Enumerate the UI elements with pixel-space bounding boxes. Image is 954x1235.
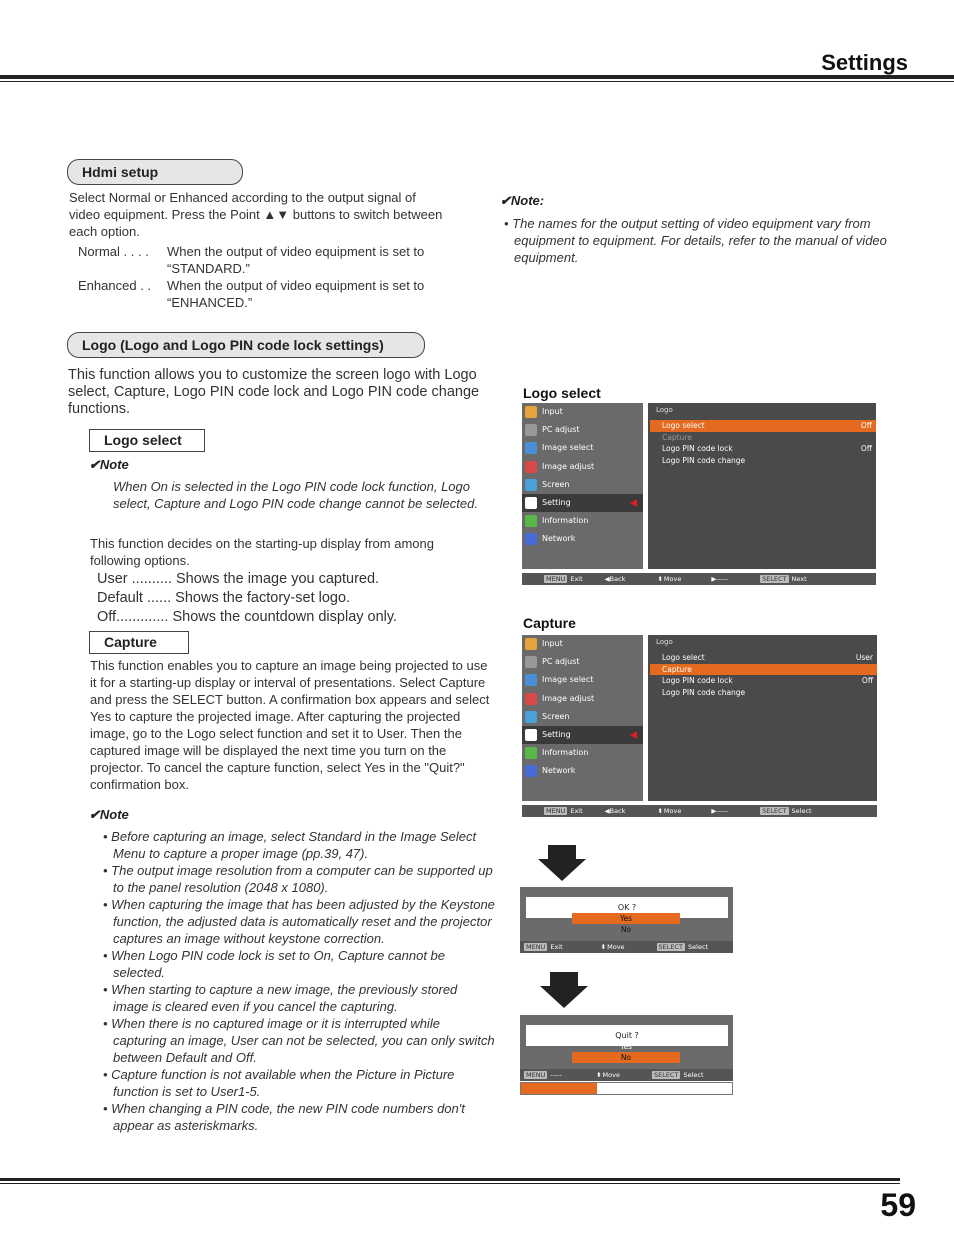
item-value: User [855, 653, 873, 662]
selected-arrow-icon [630, 499, 637, 507]
option-key: Enhanced . . [78, 278, 151, 293]
logo-heading: Logo (Logo and Logo PIN code lock settings) [67, 332, 425, 358]
item-label: Logo select [662, 653, 705, 662]
guide-exit: Exit [570, 575, 583, 583]
dialog-question: OK ? [526, 897, 728, 918]
guide-exit: Exit [550, 943, 563, 951]
submenu-title: Logo [656, 406, 673, 414]
logo-select-options [97, 570, 397, 627]
hdmi-note-heading: ✔Note: [500, 193, 545, 208]
submenu-title: Logo [656, 638, 673, 646]
guide-move: ⬍Move [657, 575, 682, 583]
hdmi-options [78, 243, 458, 311]
capture-menu-screenshot [522, 635, 877, 817]
menu-key: MENU [526, 943, 546, 951]
guide-move: ⬍Move [657, 807, 682, 815]
item-label: Logo PIN code change [662, 687, 746, 697]
menu-item-icon [525, 479, 537, 491]
menu-item-label: Network [542, 534, 576, 544]
guide-next: Next [791, 575, 807, 583]
main-menu [522, 403, 643, 569]
submenu-item-pin-change[interactable] [650, 687, 877, 699]
menu-item-label: Image select [542, 675, 594, 685]
menu-item-icon [525, 461, 537, 473]
menu-guide-bar [522, 573, 876, 585]
main-menu-item[interactable] [522, 403, 643, 421]
logo-select-body: This function decides on the starting-up display from among following options. [90, 536, 434, 568]
capture-notes [103, 828, 495, 1134]
hdmi-note-text: • The names for the output setting of video equipment vary from equipment to equipment. For details, refer to the manual of video equipment. [504, 216, 887, 265]
select-key: SELECT [653, 1071, 679, 1079]
option-key: Normal . . . . [78, 244, 149, 259]
dialog-question: Quit ? [526, 1025, 728, 1046]
menu-item-icon [525, 638, 537, 650]
menu-item-icon [525, 656, 537, 668]
menu-item-label: Network [542, 766, 576, 776]
menu-key: MENU [546, 807, 566, 815]
dialog-no-option[interactable]: No [620, 925, 632, 934]
menu-item-icon [525, 765, 537, 777]
dialog-guide-bar [520, 941, 733, 953]
logo-select-note-heading: ✔Note [89, 457, 129, 472]
menu-item-icon [525, 533, 537, 545]
main-menu [522, 635, 643, 801]
dialog-yes-option[interactable]: Yes [572, 913, 680, 924]
menu-item-icon [525, 729, 537, 741]
down-arrow-icon [538, 845, 586, 881]
guide-exit: Exit [570, 807, 583, 815]
hdmi-option-enhanced [78, 277, 458, 311]
main-menu-item[interactable] [522, 726, 643, 744]
guide-right: ▶----- [711, 807, 729, 815]
menu-item-icon [525, 693, 537, 705]
menu-key: MENU [546, 575, 566, 583]
guide-right: ▶----- [711, 575, 729, 583]
menu-item-icon [525, 747, 537, 759]
item-label: Logo PIN code lock [662, 676, 733, 685]
menu-item-label: Setting [542, 497, 571, 507]
item-label: Logo select [662, 421, 705, 430]
selected-arrow-icon [630, 731, 637, 739]
hdmi-intro: Select Normal or Enhanced according to the output signal of video equipment. Press the Point ▲▼ buttons to switch between each option. [69, 190, 443, 239]
logo-select-label: Logo select [89, 429, 205, 452]
submenu-item-logo-select[interactable] [650, 652, 877, 664]
logo-submenu [648, 403, 876, 569]
menu-item-label: Image adjust [542, 461, 595, 471]
logo-submenu [648, 635, 877, 801]
main-menu-item[interactable] [522, 421, 643, 439]
guide-back: ◀Back [604, 807, 626, 815]
item-label: Capture [662, 664, 692, 674]
item-value: Off [860, 421, 872, 430]
select-key: SELECT [762, 575, 787, 583]
select-key: SELECT [762, 807, 787, 815]
main-menu-item[interactable] [522, 476, 643, 494]
main-menu-item[interactable] [522, 744, 643, 762]
capture-label: Capture [89, 631, 189, 654]
menu-item-label: Information [542, 748, 589, 758]
list-item: • When capturing the image that has been adjusted by the Keystone function, the adjusted data is automatically reset and the projector captures an image without keystone correction. [103, 897, 495, 946]
list-item: • When Logo PIN code lock is set to On, Capture cannot be selected. [103, 948, 446, 980]
list-item: • When changing a PIN code, the new PIN code numbers don't appear as asteriskmarks. [103, 1101, 465, 1133]
capture-progress-bar [520, 1082, 733, 1095]
hdmi-setup-heading: Hdmi setup [67, 159, 243, 185]
main-menu-item[interactable] [522, 458, 643, 476]
menu-item-label: Image select [542, 443, 594, 453]
page-title: Settings [821, 50, 908, 75]
main-menu-item[interactable] [522, 653, 643, 671]
item-label: Capture [662, 432, 692, 442]
dialog-guide-bar [520, 1069, 733, 1081]
submenu-item-logo-select[interactable] [650, 420, 876, 432]
main-menu-item[interactable] [522, 439, 643, 457]
menu-item-icon [525, 515, 537, 527]
list-item: • When starting to capture a new image, the previously stored image is cleared even if you cancel the capturing. [103, 982, 458, 1014]
menu-item-icon [525, 406, 537, 418]
menu-item-label: Image adjust [542, 693, 595, 703]
submenu-item-pin-lock[interactable] [650, 443, 876, 455]
menu-item-label: Input [542, 639, 563, 648]
menu-item-label: Input [542, 407, 563, 416]
capture-note-heading: ✔Note [89, 807, 129, 822]
down-arrow-icon [540, 972, 588, 1008]
guide-select: Select [791, 807, 812, 815]
main-menu-item[interactable] [522, 512, 643, 530]
menu-item-label: Screen [542, 711, 570, 721]
screen-logo-select-label: Logo select [523, 385, 601, 401]
menu-item-icon [525, 711, 537, 723]
item-label: Logo PIN code change [662, 455, 746, 465]
menu-guide-bar [522, 805, 877, 817]
header-rule-thin [0, 81, 954, 82]
list-item: • The output image resolution from a computer can be supported up to the panel resolution (2048 x 1080). [103, 863, 493, 895]
option-text: When the output of video equipment is set to “STANDARD.” [167, 244, 425, 276]
menu-item-label: PC adjust [542, 425, 580, 435]
option-default: Default ...... Shows the factory-set logo. [97, 590, 351, 606]
list-item: • Capture function is not available when the Picture in Picture function is set to User1-5. [103, 1067, 455, 1099]
main-menu-item[interactable] [522, 708, 643, 726]
option-text: When the output of video equipment is set to “ENHANCED.” [167, 278, 425, 310]
main-menu-item[interactable] [522, 762, 643, 780]
hdmi-option-normal [78, 243, 458, 277]
menu-item-label: PC adjust [542, 657, 580, 667]
menu-item-label: Setting [542, 729, 571, 739]
dialog-yes-option[interactable]: Yes [619, 1042, 633, 1051]
submenu-item-pin-lock[interactable] [650, 675, 877, 687]
progress-fill [521, 1083, 597, 1094]
menu-item-icon [525, 674, 537, 686]
submenu-item-capture[interactable] [650, 664, 877, 676]
item-value: Off [860, 444, 872, 453]
logo-select-note-text: When On is selected in the Logo PIN code lock function, Logo select, Capture and Logo PIN code change cannot be selected. [113, 479, 478, 511]
confirm-quit-dialog [520, 1015, 733, 1081]
option-user: User .......... Shows the image you captured. [97, 571, 380, 587]
menu-item-icon [525, 424, 537, 436]
menu-item-label: Information [542, 516, 589, 526]
guide-select: Select [688, 943, 709, 951]
submenu-item-pin-change[interactable] [650, 455, 876, 467]
capture-body: This function enables you to capture an image being projected to use it for a starting-up display or interval of presentations. Select Capture and press the SELECT button. A confirmation box appears and select Yes to capture the projected image. After capturing the projected image, go to the Logo select function and set it to User. Then the captured image will be displayed the next time you turn on the projector. To cancel the capture function, select Yes in the "Quit?" confirmation box. [90, 658, 490, 792]
footer-rule-thin [0, 1183, 900, 1184]
main-menu-item[interactable] [522, 635, 643, 653]
item-label: Logo PIN code lock [662, 444, 733, 453]
menu-item-label: Screen [542, 479, 570, 489]
list-item: • Before capturing an image, select Standard in the Image Select Menu to capture a proper image (pp.39, 47). [103, 829, 477, 861]
main-menu-item[interactable] [522, 671, 643, 689]
confirm-ok-dialog [520, 887, 733, 953]
main-menu-item[interactable] [522, 530, 643, 548]
main-menu-item[interactable] [522, 690, 643, 708]
menu-item-icon [525, 442, 537, 454]
guide-select: Select [683, 1071, 704, 1079]
select-key: SELECT [658, 943, 684, 951]
guide-exit: ----- [550, 1071, 563, 1079]
page-number: 59 [880, 1187, 916, 1223]
menu-key: MENU [526, 1071, 546, 1079]
guide-back: ◀Back [604, 575, 626, 583]
menu-item-icon [525, 497, 537, 509]
guide-move: ⬍Move [596, 1071, 620, 1079]
logo-intro: This function allows you to customize the screen logo with Logo select, Capture, Logo PIN code lock and Logo PIN code change functions. [68, 367, 480, 417]
option-off: Off............. Shows the countdown display only. [97, 609, 398, 625]
guide-move: ⬍Move [600, 943, 625, 951]
submenu-item-capture [650, 432, 876, 444]
main-menu-item[interactable] [522, 494, 643, 512]
item-value: Off [861, 676, 873, 685]
dialog-no-option[interactable]: No [572, 1052, 680, 1063]
list-item: • When there is no captured image or it is interrupted while capturing an image, User can not be selected, you can only switch between Default and Off. [103, 1016, 495, 1065]
header-rule [0, 75, 954, 79]
footer-rule [0, 1178, 900, 1181]
screen-capture-label: Capture [523, 615, 576, 631]
logo-select-menu-screenshot [522, 403, 876, 585]
